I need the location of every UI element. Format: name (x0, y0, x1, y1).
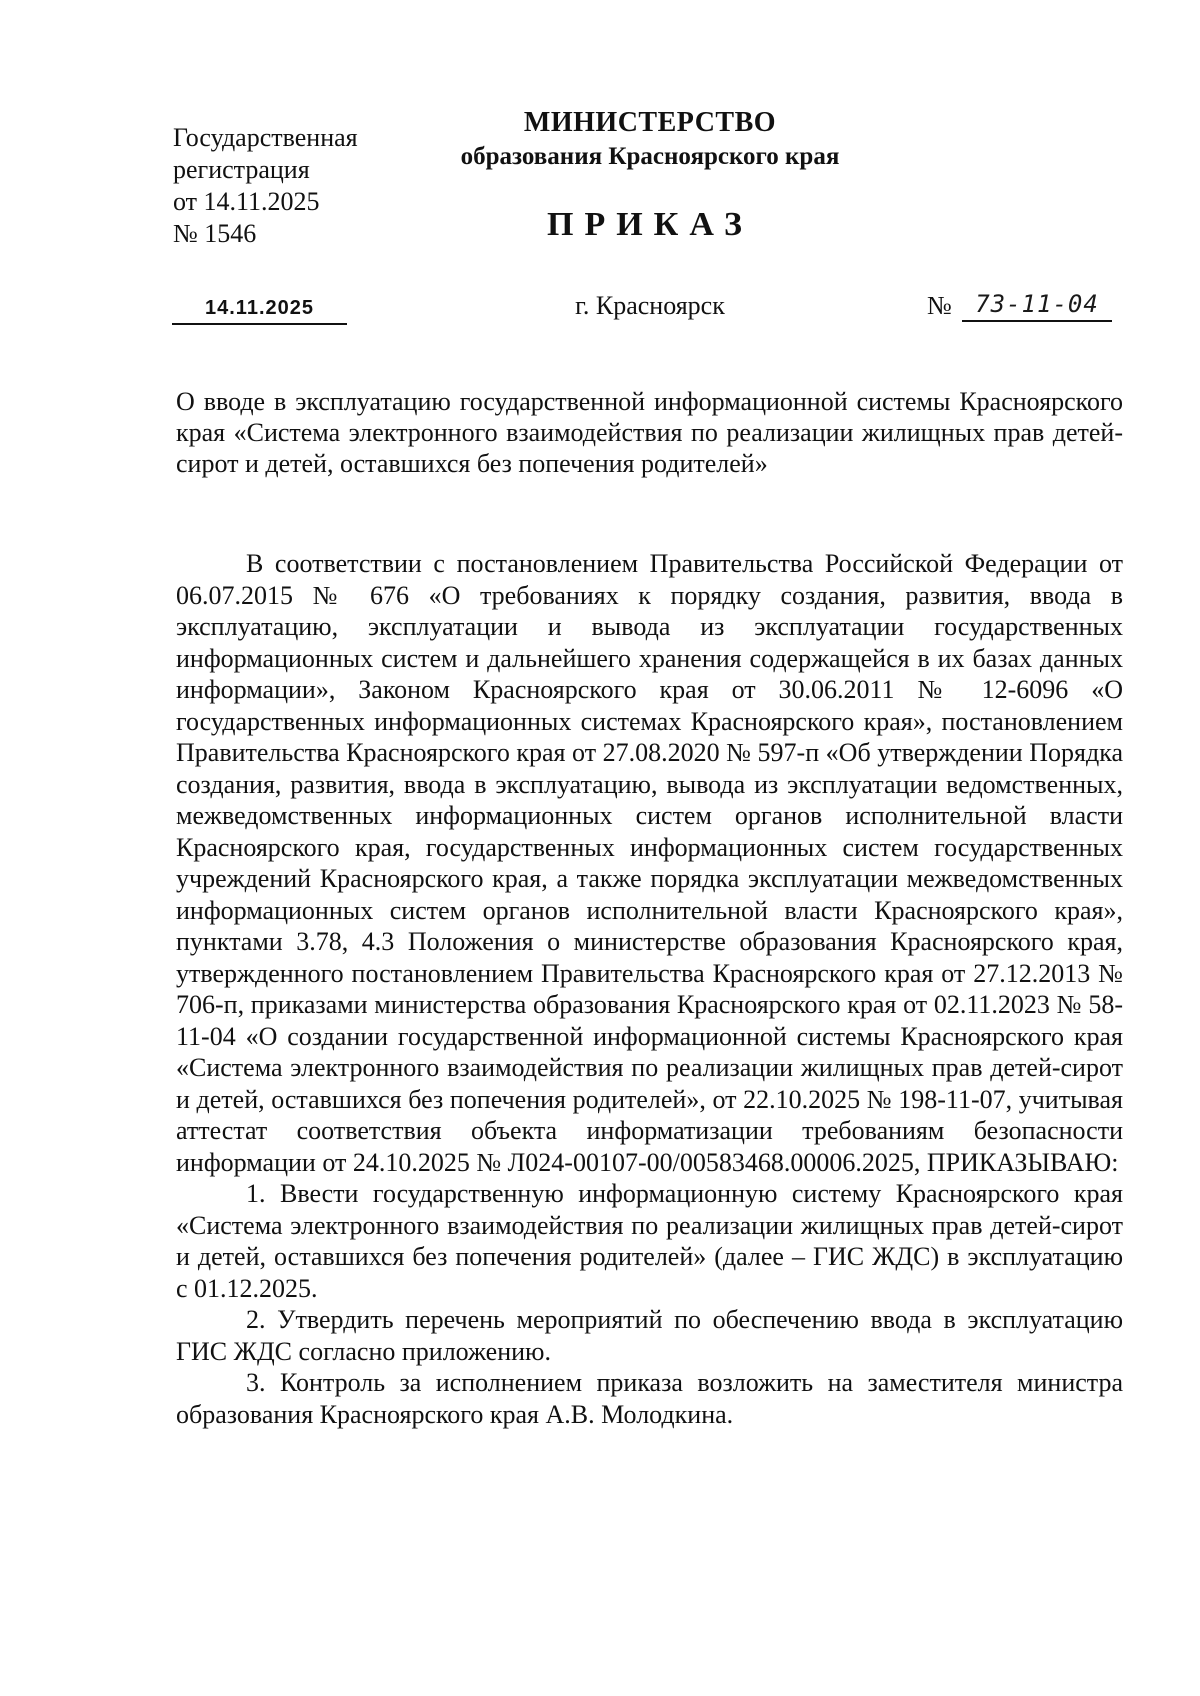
registration-date: от 14.11.2025 (173, 187, 320, 216)
document-type: ПРИКАЗ (547, 206, 753, 243)
ministry-subtitle: образования Красноярского края (460, 143, 840, 170)
document-body (176, 548, 1123, 1430)
registration-line: регистрация (173, 155, 310, 184)
document-title: О вводе в эксплуатацию государственной информационной системы Красноярского края «Система электронного взаимодействия по реализации жилищных прав детей-сирот и детей, оставшихся без попечения родителей» (176, 387, 1123, 478)
ministry-name: МИНИСТЕРСТВО (523, 107, 777, 138)
preamble-paragraph: В соответствии с постановлением Правительства Российской Федерации от 06.07.2015 № 676 «О требованиях к порядку создания, развития, ввода в эксплуатацию, эксплуатации и вывода из эксплуатации государственных информационных систем и дальнейшего хранения содержащейся в их базах данных информации», Законом Красноярского края от 30.06.2011 № 12-6096 «О государственных информационных системах Красноярского края», постановлением Правительства Красноярского края от 27.08.2020 № 597-п «Об утверждении Порядка создания, развития, ввода в эксплуатацию, вывода из эксплуатации ведомственных, межведомственных информационных систем органов исполнительной власти Красноярского края, государственных информационных систем государственных учреждений Красноярского края, а также порядка эксплуатации межведомственных информационных систем органов исполнительной власти Красноярского края», пунктами 3.78, 4.3 Положения о министерстве образования Красноярского края, утвержденного постановлением Правительства Красноярского края от 27.12.2013 № 706-п, приказами министерства образования Красноярского края от 02.11.2023 № 58-11-04 «О создании государственной информационной системы Красноярского края «Система электронного взаимодействия по реализации жилищных прав детей-сирот и детей, оставшихся без попечения родителей», от 22.10.2025 № 198-11-07, учитывая аттестат соответствия объекта информатизации требованиям безопасности информации от 24.10.2025 № Л024-00107-00/00583468.00006.2025, ПРИКАЗЫВАЮ: (176, 549, 1123, 1177)
registration-number: № 1546 (173, 219, 257, 248)
registration-line: Государственная (173, 123, 358, 152)
document-number-label: № (927, 291, 952, 320)
document-number-handwritten: 73-11-04 (962, 288, 1112, 322)
ministry-header (420, 106, 880, 174)
order-item-3: 3. Контроль за исполнением приказа возложить на заместителя министра образования Красноярского края А.В. Молодкина. (176, 1368, 1123, 1429)
document-date-stamp: 14.11.2025 (172, 293, 347, 325)
document-city: г. Красноярск (575, 291, 725, 320)
registration-block (173, 122, 358, 250)
order-item-1: 1. Ввести государственную информационную систему Красноярского края «Система электронного взаимодействия по реализации жилищных прав детей-сирот и детей, оставшихся без попечения родителей» (далее – ГИС ЖДС) в эксплуатацию с 01.12.2025. (176, 1179, 1123, 1303)
order-item-2: 2. Утвердить перечень мероприятий по обеспечению ввода в эксплуатацию ГИС ЖДС согласно приложению. (176, 1305, 1123, 1366)
